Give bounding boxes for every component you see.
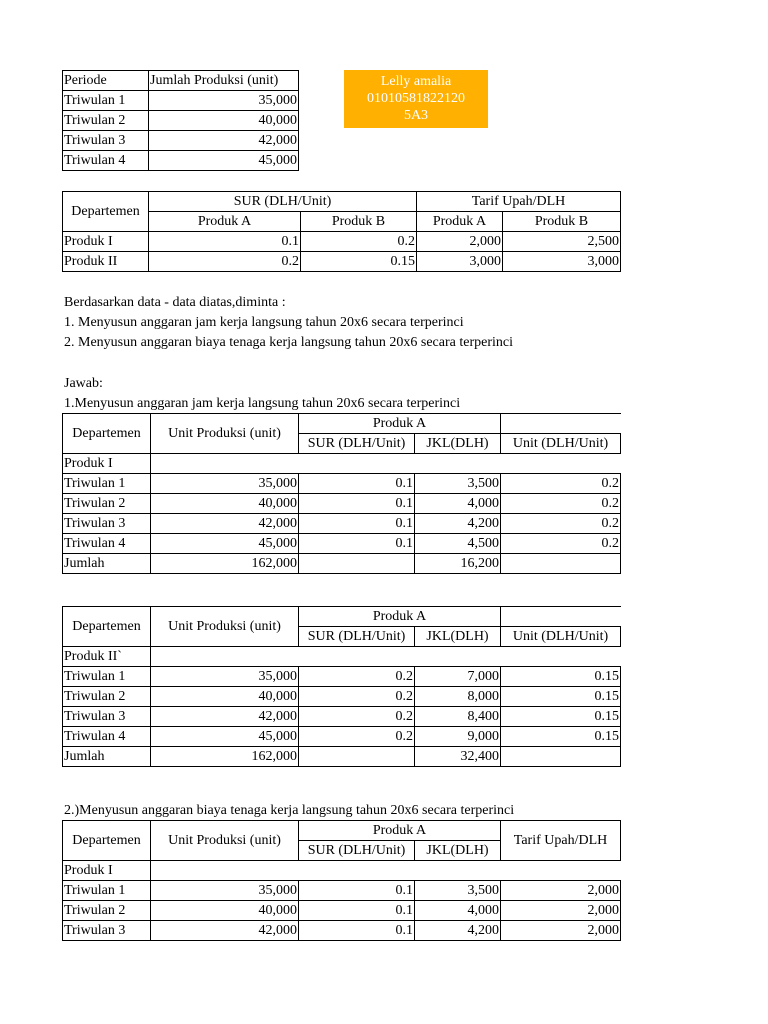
table-row [63,687,621,707]
value-cell: 3,500 [415,881,501,901]
value-cell: 40,000 [151,901,299,921]
value-cell: 9,000 [415,727,501,747]
table-row [63,901,621,921]
value-cell: 40,000 [151,494,299,514]
student-info-box [344,70,488,128]
value-cell: 8,400 [415,707,501,727]
value-cell: 0.2 [299,707,415,727]
subheader-cell: Produk B [503,212,621,232]
empty-cell [501,414,621,434]
value-cell: 0.1 [299,474,415,494]
dept-header: Departemen [63,607,151,647]
value-cell: 0.1 [299,514,415,534]
value-cell [299,554,415,574]
value-cell: 42,000 [151,707,299,727]
period-cell: Triwulan 3 [63,514,151,534]
value-cell: 0.2 [501,494,621,514]
value-cell: 35,000 [151,881,299,901]
table-header-row [63,607,621,627]
value-cell: 42,000 [151,514,299,534]
period-cell: Triwulan 4 [63,727,151,747]
dept-cell: Produk II [63,252,149,272]
total-row [63,554,621,574]
value-cell [501,554,621,574]
section-row [63,454,621,474]
value-cell: 40,000 [149,111,299,131]
table-row [63,91,299,111]
value-cell: 4,000 [415,901,501,921]
total-label: Jumlah [63,554,151,574]
value-cell: 0.2 [501,534,621,554]
table-row [63,232,621,252]
value-cell [299,747,415,767]
value-cell: 0.1 [299,881,415,901]
period-cell: Triwulan 3 [63,921,151,941]
value-cell: 0.1 [299,901,415,921]
student-class: 5A3 [403,108,429,123]
value-cell: 0.1 [299,494,415,514]
section-label: Produk I [63,861,151,881]
tarif-header: Tarif Upah/DLH [501,821,621,861]
period-cell: Triwulan 1 [63,474,151,494]
section-label: Produk I [63,454,151,474]
value-cell: 40,000 [151,687,299,707]
period-cell: Triwulan 3 [63,707,151,727]
sur-header: SUR (DLH/Unit) [299,841,415,861]
empty-cell [151,454,621,474]
table-header-row [63,192,621,212]
labor-hours-table-produk-2 [62,606,621,767]
value-cell: 42,000 [151,921,299,941]
table-row [63,667,621,687]
produk-header: Produk A [299,607,501,627]
sur-header: SUR (DLH/Unit) [299,434,415,454]
value-cell: 0.2 [299,687,415,707]
period-cell: Triwulan 2 [63,494,151,514]
dept-header: Departemen [63,414,151,454]
value-cell: 2,000 [417,232,503,252]
value-cell: 45,000 [151,727,299,747]
subheader-cell: Produk B [301,212,417,232]
student-name: Lelly amalia [380,74,452,89]
value-cell: 162,000 [151,747,299,767]
produk-header: Produk A [299,414,501,434]
table-row [63,534,621,554]
value-cell [501,747,621,767]
dept-cell: Produk I [63,232,149,252]
value-cell: 0.2 [149,252,301,272]
value-cell: 42,000 [149,131,299,151]
value-cell: 45,000 [149,151,299,171]
section-row [63,647,621,667]
table-header-row [63,71,299,91]
value-cell: 7,000 [415,667,501,687]
sur-header: SUR (DLH/Unit) [299,627,415,647]
header-cell: Jumlah Produksi (unit) [149,71,299,91]
value-cell: 4,500 [415,534,501,554]
table-header-row [63,821,621,841]
empty-cell [151,861,621,881]
table-row [63,514,621,534]
jkl-header: JKL(DLH) [415,434,501,454]
labor-hours-table-produk-1 [62,413,621,574]
unit-header: Unit Produksi (unit) [151,414,299,454]
value-cell: 4,200 [415,514,501,534]
dept-header: Departemen [63,192,149,232]
table-row [63,474,621,494]
value-cell: 0.2 [299,667,415,687]
subheader-cell: Produk A [149,212,301,232]
period-cell: Triwulan 1 [63,667,151,687]
subheader-cell: Produk A [417,212,503,232]
jkl-header: JKL(DLH) [415,627,501,647]
value-cell: 2,000 [501,901,621,921]
table-row [63,727,621,747]
period-cell: Triwulan 2 [63,901,151,921]
value-cell: 35,000 [151,667,299,687]
table-header-row [63,414,621,434]
period-cell: Triwulan 4 [63,151,149,171]
value-cell: 4,200 [415,921,501,941]
sur-header: SUR (DLH/Unit) [149,192,417,212]
dept-header: Departemen [63,821,151,861]
value-cell: 0.2 [299,727,415,747]
unit-dlh-header: Unit (DLH/Unit) [501,627,621,647]
value-cell: 35,000 [151,474,299,494]
unit-header: Unit Produksi (unit) [151,821,299,861]
value-cell: 3,500 [415,474,501,494]
section-label: Produk II` [63,647,151,667]
period-cell: Triwulan 1 [63,881,151,901]
answer-part1-title: 1.Menyusun anggaran jam kerja langsung tahun 20x6 secara terperinci [64,396,461,411]
value-cell: 8,000 [415,687,501,707]
question-item-1: 1. Menyusun anggaran jam kerja langsung tahun 20x6 secara terperinci [64,315,464,330]
value-cell: 4,000 [415,494,501,514]
header-cell: Periode [63,71,149,91]
tarif-header: Tarif Upah/DLH [417,192,621,212]
value-cell: 162,000 [151,554,299,574]
answer-label: Jawab: [64,376,103,391]
question-item-2: 2. Menyusun anggaran biaya tenaga kerja langsung tahun 20x6 secara terperinci [64,335,513,350]
value-cell: 0.1 [299,534,415,554]
value-cell: 2,000 [501,881,621,901]
value-cell: 45,000 [151,534,299,554]
value-cell: 0.1 [149,232,301,252]
section-row [63,861,621,881]
answer-part2-title: 2.)Menyusun anggaran biaya tenaga kerja langsung tahun 20x6 secara terperinci [64,803,515,818]
value-cell: 0.1 [299,921,415,941]
table-row [63,111,299,131]
value-cell: 32,400 [415,747,501,767]
value-cell: 2,500 [503,232,621,252]
table-row [63,881,621,901]
rate-table [62,191,621,272]
value-cell: 0.2 [301,232,417,252]
table-row [63,151,299,171]
table-row [63,252,621,272]
value-cell: 0.15 [501,667,621,687]
period-cell: Triwulan 3 [63,131,149,151]
value-cell: 0.2 [501,474,621,494]
question-intro: Berdasarkan data - data diatas,diminta : [64,295,286,310]
period-cell: Triwulan 1 [63,91,149,111]
table-row [63,131,299,151]
value-cell: 3,000 [503,252,621,272]
table-row [63,921,621,941]
table-row [63,494,621,514]
period-cell: Triwulan 4 [63,534,151,554]
unit-dlh-header: Unit (DLH/Unit) [501,434,621,454]
table-row [63,707,621,727]
value-cell: 2,000 [501,921,621,941]
empty-cell [501,607,621,627]
student-id: 01010581822120 [367,91,465,106]
value-cell: 35,000 [149,91,299,111]
value-cell: 0.15 [301,252,417,272]
labor-cost-table-produk-1 [62,820,621,941]
production-table [62,70,299,171]
value-cell: 0.15 [501,707,621,727]
total-row [63,747,621,767]
empty-cell [151,647,621,667]
unit-header: Unit Produksi (unit) [151,607,299,647]
value-cell: 16,200 [415,554,501,574]
period-cell: Triwulan 2 [63,687,151,707]
value-cell: 0.15 [501,687,621,707]
period-cell: Triwulan 2 [63,111,149,131]
value-cell: 0.2 [501,514,621,534]
total-label: Jumlah [63,747,151,767]
value-cell: 3,000 [417,252,503,272]
produk-header: Produk A [299,821,501,841]
value-cell: 0.15 [501,727,621,747]
jkl-header: JKL(DLH) [415,841,501,861]
